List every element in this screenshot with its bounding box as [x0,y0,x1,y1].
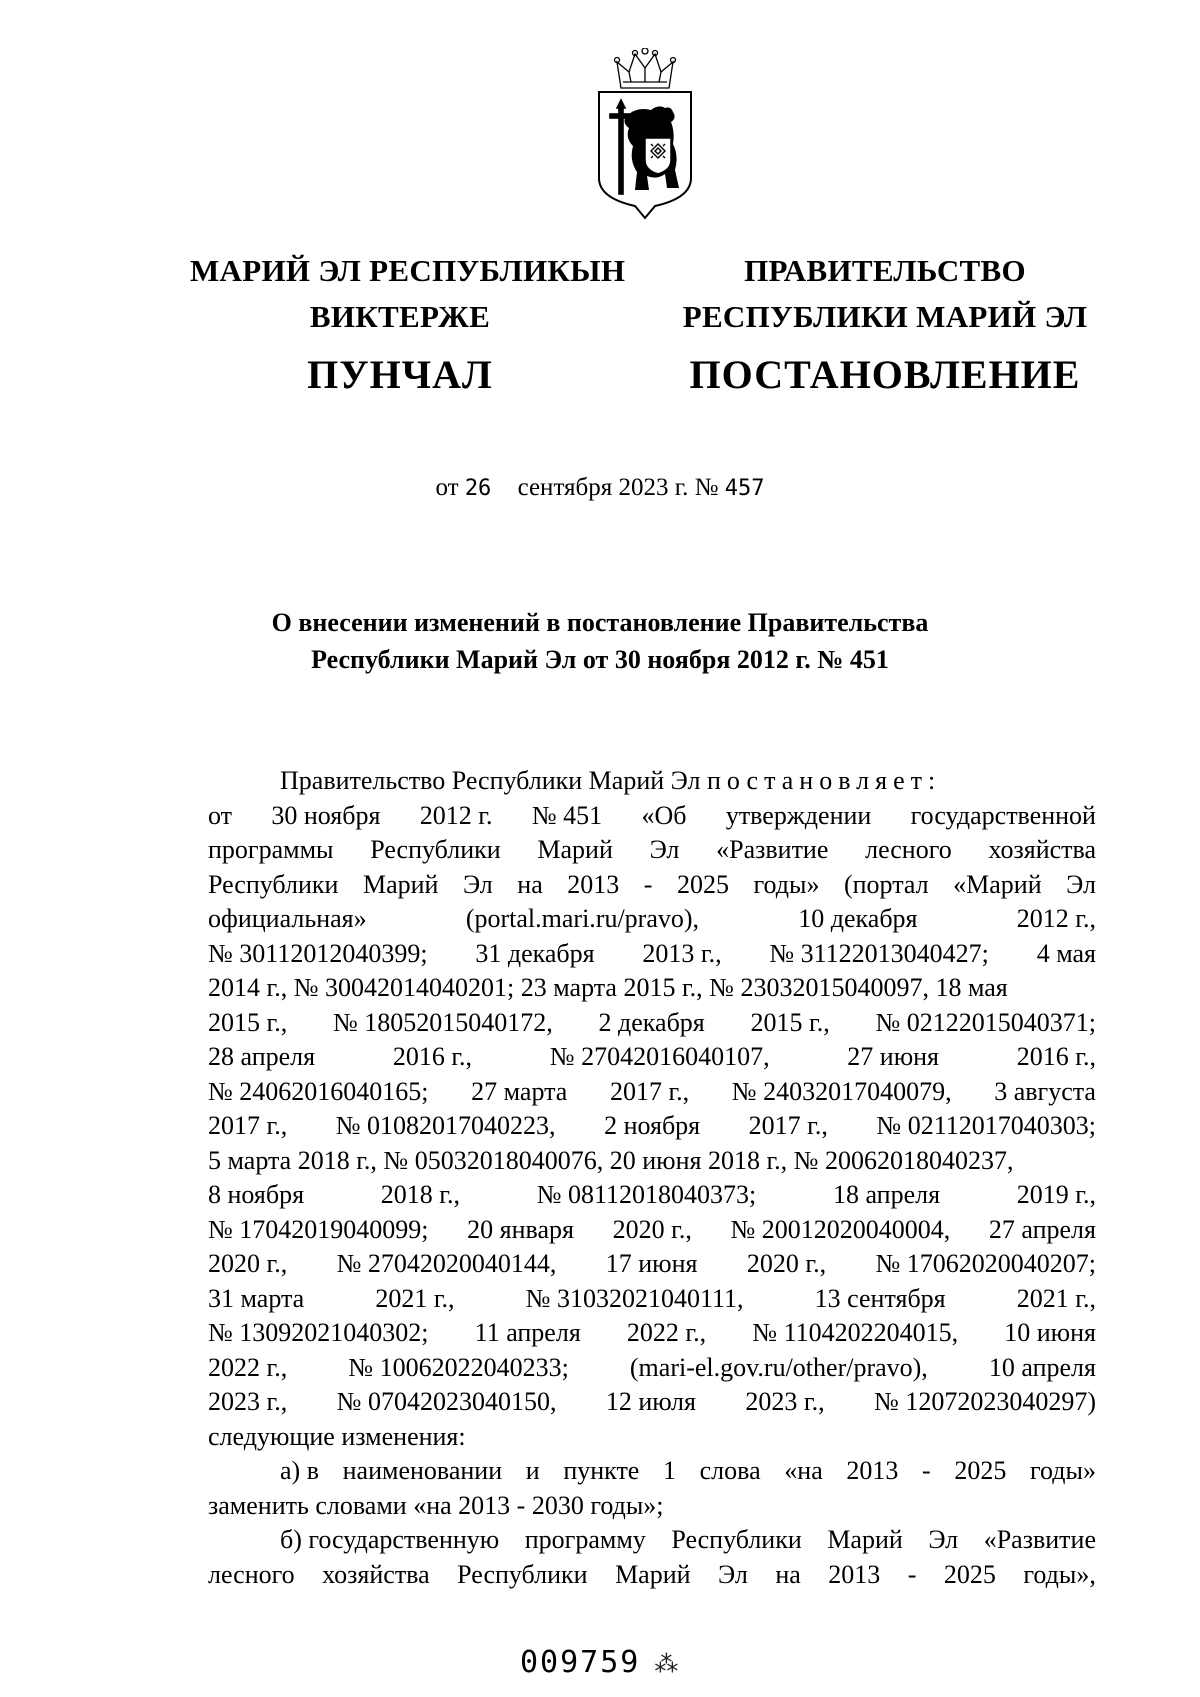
header-russian-act-type: ПОСТАНОВЛЕНИЕ [689,352,1081,397]
body-word: 2025 [943,1559,996,1589]
document-date-line [0,474,1200,502]
body-word: официальная» [208,904,367,933]
document-title [0,604,1200,678]
body-word: № 451 [531,800,603,830]
body-word: 2019 г., [1016,1180,1096,1209]
body-word: Марий [615,1559,691,1589]
body-line-14 [208,1213,1096,1248]
body-word: 27 марта [471,1076,568,1106]
body-word: Эл [928,1525,959,1554]
body-line-05 [208,902,1096,937]
body-word: Эл [462,869,493,899]
body-word: хозяйства [988,835,1096,864]
body-word: № 18052015040172, [332,1007,553,1037]
body-word: № 12072023040297) [874,1387,1096,1416]
item-a-line-2: заменить словами «на 2013 - 2030 годы»; [208,1490,664,1520]
body-word: № 20012020040004, [730,1214,951,1244]
body-word: № 27042020040144, [336,1249,557,1278]
body-word: № 07042023040150, [336,1387,557,1416]
header-mari-line-2: ВИКТЕРЖЕ [309,299,491,334]
body-word: 27 июня [847,1042,940,1071]
body-line-07 [208,971,1096,1006]
body-word: 2017 г., [748,1111,828,1140]
body-line-09 [208,1040,1096,1075]
body-line-11 [208,1109,1096,1144]
body-word: № 08112018040373; [536,1180,757,1209]
body-word: 4 мая [1036,938,1096,968]
body-word: «Марий [953,869,1042,899]
body-word: б) государственную [280,1525,500,1554]
body-word: 12 июля [605,1387,696,1416]
body-word: лесного [208,1559,295,1589]
body-word: 10 апреля [988,1352,1096,1382]
body-word: лесного [865,835,952,864]
body-word: Эл [649,835,680,864]
body-word: 2015 г., [750,1007,830,1037]
body-word: (portal.mari.ru/pravo), [465,904,700,933]
body-word: 10 июня [1004,1318,1096,1347]
body-word: 2023 г., [208,1387,288,1416]
body-word: Марий [827,1525,903,1554]
body-word: 20 января [467,1214,574,1244]
body-word: 31 декабря [475,938,595,968]
body-word: годы» [753,869,820,899]
body-word: программы [208,835,334,864]
body-word: Республики [457,1559,588,1589]
body-line-08 [208,1006,1096,1041]
body-word: 2017 г., [208,1111,288,1140]
body-word: годы», [1023,1559,1096,1589]
body-word: 2025 [954,1456,1007,1485]
body-word: на [517,869,543,899]
body-line-10 [208,1075,1096,1110]
body-word: Эл [1066,869,1096,899]
body-word: Марий [362,869,439,899]
body-word: 2020 г., [208,1249,288,1278]
body-word: 2017 г., [609,1076,690,1106]
body-word: 3 августа [994,1076,1096,1106]
header-mari-act-type: ПУНЧАЛ [307,352,493,397]
body-line-06 [208,937,1096,972]
body-word: а) в [280,1456,319,1485]
date-month-year: сентября 2023 г. № [517,474,719,501]
body-word: № 17062020040207; [875,1249,1096,1278]
body-word: Эл [718,1559,748,1589]
body-line-20: следующие изменения: [208,1421,466,1451]
body-word: № 17042019040099; [208,1214,429,1244]
body-word: «на [784,1456,823,1485]
body-word: 2025 [676,869,729,899]
body-word: Республики [671,1525,802,1554]
body-word: 2014 г., № 30042014040201; 23 марта 2015 г., № 23032015040097, 18 мая [208,973,1008,1002]
body-word: 2016 г., [392,1042,473,1071]
preamble-decree-word: постановляет: [706,766,942,795]
body-line-15 [208,1247,1096,1282]
header-russian-column [680,248,1090,400]
body-word: № 31122013040427; [769,938,989,968]
body-word: 2 декабря [598,1007,705,1037]
body-word: 2013 г., [642,938,722,968]
date-prefix: от [435,474,459,501]
body-word: - [922,1456,931,1485]
body-word: 30 ноября [271,800,381,830]
item-b-line-2 [208,1558,1096,1593]
header-mari-column [190,248,626,400]
body-word: 28 апреля [208,1042,316,1071]
body-word: № 24062016040165; [208,1076,429,1106]
body-word: 2021 г., [1016,1283,1096,1313]
body-word: 2022 г., [626,1318,707,1347]
body-line-17 [208,1316,1096,1351]
body-word: № 27042016040107, [549,1042,770,1071]
body-line-13 [208,1178,1096,1213]
form-serial-number [520,1645,680,1680]
body-word: на [775,1559,801,1589]
body-word: 2 ноября [604,1111,701,1140]
body-word: хозяйства [322,1559,430,1589]
body-word: государственной [910,800,1096,830]
body-line-12 [208,1144,1096,1179]
body-word: пункте [563,1456,640,1485]
body-word: № 10062022040233; [348,1352,569,1382]
body-word: 8 ноября [208,1180,305,1209]
header-russian-line-1: ПРАВИТЕЛЬСТВО [744,253,1026,288]
body-word: 27 апреля [988,1214,1096,1244]
body-word: «Об [641,800,687,830]
body-word: (mari-el.gov.ru/other/pravo), [629,1352,928,1382]
body-word: и [525,1456,540,1485]
body-word: 31 марта [208,1283,305,1313]
serial-number: 009759 [520,1645,641,1680]
body-word: утверждении [725,800,872,830]
body-word: «Развитие [716,835,829,864]
title-line-2: Республики Марий Эл от 30 ноября 2012 г. № 451 [311,645,889,674]
body-word: 2016 г., [1016,1042,1096,1071]
document-body [208,764,1096,1592]
body-word: 5 марта 2018 г., № 05032018040076, 20 июня 2018 г., № 20062018040237, [208,1145,1014,1175]
body-word: 2018 г., [380,1180,460,1209]
date-day: 26 [464,476,492,501]
preamble-text: Правительство Республики Марий Эл [280,766,701,795]
title-line-1: О внесении изменений в постановление Правительства [271,608,929,637]
body-word: - [643,869,653,899]
asterism-icon: ⁂ [654,1650,681,1678]
body-word: (портал [843,869,929,899]
body-word: 2013 [567,869,620,899]
document-number: 457 [724,476,765,501]
item-a-line-1 [208,1454,1096,1489]
body-word: 2012 г. [419,800,493,830]
body-word: 11 апреля [474,1318,581,1347]
body-word: Республики [370,835,501,864]
body-line-02 [208,799,1096,834]
body-word: № 01082017040223, [335,1111,556,1140]
item-b-line-1 [208,1523,1096,1558]
body-line-16 [208,1282,1096,1317]
body-word: № 1104202204015, [752,1318,959,1347]
header-russian-line-2: РЕСПУБЛИКИ МАРИЙ ЭЛ [682,299,1088,334]
body-word: 2022 г., [208,1352,288,1382]
body-word: «Развитие [983,1525,1096,1554]
body-word: - [907,1559,917,1589]
body-word: слова [699,1456,761,1485]
body-word: 2023 г., [745,1387,825,1416]
body-word: 2021 г., [375,1283,455,1313]
header-mari-line-1: МАРИЙ ЭЛ РЕСПУБЛИКЫН [190,253,626,288]
body-word: Марий [537,835,613,864]
body-line-18 [208,1351,1096,1386]
body-word: 2020 г., [612,1214,692,1244]
body-word: № 24032017040079, [731,1076,952,1106]
body-word: годы» [1029,1456,1096,1485]
body-word: 2015 г., [208,1007,288,1037]
body-word: наименовании [342,1456,503,1485]
body-line-04 [208,868,1096,903]
body-word: № 13092021040302; [208,1318,429,1347]
body-word: 1 [663,1456,676,1485]
coat-of-arms-emblem [595,48,695,220]
body-word: 2020 г., [746,1249,827,1278]
body-word: от [208,800,233,830]
body-line-03 [208,833,1096,868]
body-word: Республики [208,869,339,899]
body-word: 17 июня [605,1249,698,1278]
body-word: 18 апреля [832,1180,941,1209]
body-word: 13 сентября [814,1283,946,1313]
body-word: 2012 г., [1016,904,1096,933]
body-word: № 31032021040111, [525,1283,744,1313]
body-word: программу [524,1525,646,1554]
preamble-line [208,764,1096,799]
body-line-19 [208,1385,1096,1420]
body-word: № 02122015040371; [875,1007,1096,1037]
body-word: 10 декабря [798,904,918,933]
body-word: № 02112017040303; [876,1111,1096,1140]
body-word: 2013 [846,1456,899,1485]
body-word: № 30112012040399; [208,938,428,968]
body-word: 2013 [828,1559,881,1589]
